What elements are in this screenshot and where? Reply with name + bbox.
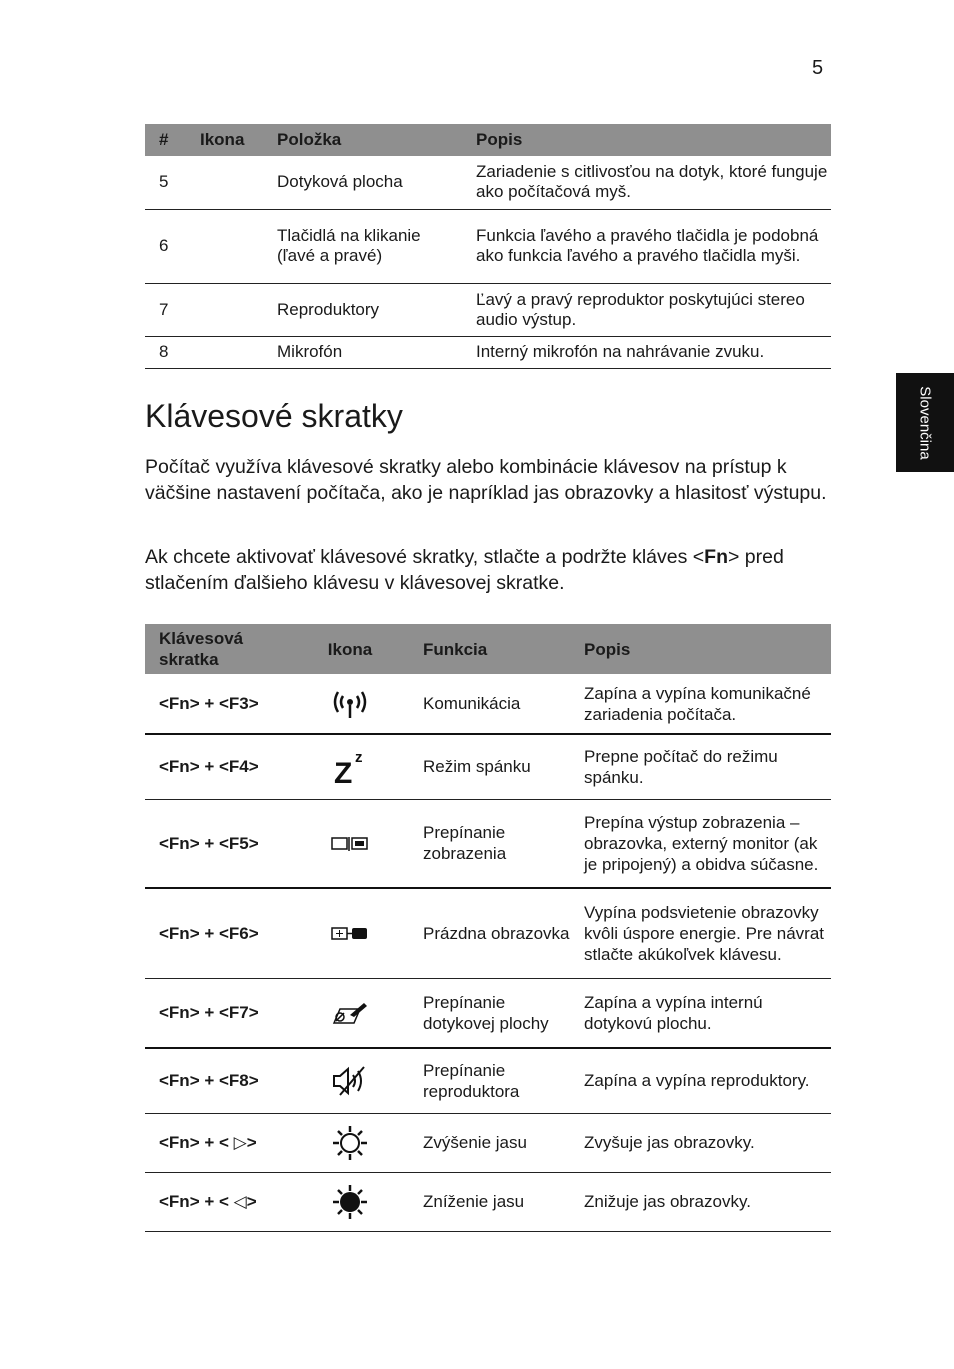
- hotkey-table: [145, 624, 831, 1232]
- table-row: [145, 1048, 831, 1113]
- page-number: 5: [812, 57, 824, 79]
- hotkey-function: Prázdna obrazovka: [409, 888, 570, 978]
- table-row: [145, 888, 831, 978]
- hotkey-combo: <Fn> + <F5>: [145, 799, 291, 888]
- row-description: Interný mikrofón na nahrávanie zvuku.: [462, 336, 831, 368]
- hotkey-description: Zapína a vypína reproduktory.: [570, 1048, 831, 1113]
- speaker-toggle-icon: [330, 1065, 370, 1097]
- hotkey-icon-cell: [291, 978, 409, 1048]
- hotkey-description: Zapína a vypína komunikačné zariadenia počítača.: [570, 674, 831, 734]
- hotkey-combo: <Fn> + <F3>: [145, 674, 291, 734]
- wireless-icon: [330, 688, 370, 720]
- hotkey-combo: <Fn> + <F4>: [145, 734, 291, 799]
- brightness-up-icon: [330, 1123, 370, 1163]
- hotkey-function: Prepínanie reproduktora: [409, 1048, 570, 1113]
- row-icon-cell: [186, 283, 263, 336]
- hotkey-description: Znižuje jas obrazovky.: [570, 1172, 831, 1231]
- column-header: #: [145, 124, 186, 156]
- fn-key-label: Fn: [704, 546, 728, 568]
- section-title: Klávesové skratky: [145, 398, 403, 434]
- column-header: Popis: [462, 124, 831, 156]
- hotkey-description: Zapína a vypína internú dotykovú plochu.: [570, 978, 831, 1048]
- column-header: Popis: [570, 624, 831, 674]
- row-number: 7: [145, 283, 186, 336]
- row-description: Zariadenie s citlivosťou na dotyk, ktoré funguje ako počítačová myš.: [462, 156, 831, 209]
- table-header-row: [145, 124, 831, 156]
- row-number: 8: [145, 336, 186, 368]
- hotkey-icon-cell: [291, 1113, 409, 1172]
- table-row: [145, 674, 831, 734]
- hotkey-function: Komunikácia: [409, 674, 570, 734]
- language-side-tab: [896, 373, 954, 472]
- row-item: Tlačidlá na klikanie (ľavé a pravé): [263, 209, 462, 283]
- table-row: [145, 1113, 831, 1172]
- hotkey-combo: <Fn> + < ◁>: [145, 1172, 291, 1231]
- hotkey-function: Režim spánku: [409, 734, 570, 799]
- column-header: Ikona: [186, 124, 263, 156]
- row-item: Dotyková plocha: [263, 156, 462, 209]
- hotkey-icon-cell: [291, 674, 409, 734]
- table-row: [145, 799, 831, 888]
- table-row: [145, 156, 831, 209]
- hotkey-description: Prepína výstup zobrazenia – obrazovka, externý monitor (ak je pripojený) a obidva súčasne.: [570, 799, 831, 888]
- row-item: Mikrofón: [263, 336, 462, 368]
- hotkey-function: Prepínanie dotykovej plochy: [409, 978, 570, 1048]
- hotkey-icon-cell: [291, 1172, 409, 1231]
- hotkey-description: Zvyšuje jas obrazovky.: [570, 1113, 831, 1172]
- instruction-text-start: Ak chcete aktivovať klávesové skratky, stlačte a podržte kláves <: [145, 546, 705, 568]
- hotkey-icon-cell: [291, 1048, 409, 1113]
- hotkey-icon-cell: [291, 799, 409, 888]
- svg-text:z: z: [355, 748, 363, 766]
- hotkey-combo: <Fn> + <F6>: [145, 888, 291, 978]
- instruction-text-end: > pred stlačením ďalšieho klávesu v klávesovej skratke.: [145, 546, 784, 594]
- row-description: Ľavý a pravý reproduktor poskytujúci stereo audio výstup.: [462, 283, 831, 336]
- parts-table: [145, 124, 831, 369]
- row-number: 6: [145, 209, 186, 283]
- hotkey-icon-cell: [291, 888, 409, 978]
- touchpad-toggle-icon: [330, 1001, 370, 1025]
- svg-text:Z: Z: [334, 756, 353, 787]
- hotkey-combo: <Fn> + <F7>: [145, 978, 291, 1048]
- row-number: 5: [145, 156, 186, 209]
- hotkey-icon-cell: [291, 734, 409, 799]
- intro-paragraph: Počítač využíva klávesové skratky alebo kombinácie klávesov na prístup k väčšine nastavení počítača, ako je napríklad jas obrazovky a hlasitosť výstupu.: [145, 456, 827, 504]
- hotkey-combo: <Fn> + < ▷>: [145, 1113, 291, 1172]
- table-row: [145, 978, 831, 1048]
- row-icon-cell: [186, 156, 263, 209]
- table-row: [145, 209, 831, 283]
- table-row: [145, 734, 831, 799]
- row-icon-cell: [186, 209, 263, 283]
- row-item: Reproduktory: [263, 283, 462, 336]
- row-icon-cell: [186, 336, 263, 368]
- language-label: Slovenčina: [916, 385, 934, 460]
- table-row: [145, 1172, 831, 1231]
- table-row: [145, 336, 831, 368]
- hotkey-description: Vypína podsvietenie obrazovky kvôli úspore energie. Pre návrat stlačte akúkoľvek klávesu.: [570, 888, 831, 978]
- hotkey-combo: <Fn> + <F8>: [145, 1048, 291, 1113]
- column-header: Položka: [263, 124, 462, 156]
- table-row: [145, 283, 831, 336]
- hotkey-function: Prepínanie zobrazenia: [409, 799, 570, 888]
- sleep-icon: [330, 747, 370, 787]
- instruction-paragraph: [145, 544, 835, 596]
- display-toggle-icon: [330, 834, 370, 854]
- hotkey-description: Prepne počítač do režimu spánku.: [570, 734, 831, 799]
- display-off-icon: [330, 924, 370, 944]
- column-header: Klávesová skratka: [145, 624, 291, 674]
- brightness-down-icon: [330, 1182, 370, 1222]
- hotkey-function: Zvýšenie jasu: [409, 1113, 570, 1172]
- column-header: Ikona: [291, 624, 409, 674]
- table-header-row: [145, 624, 831, 674]
- column-header: Funkcia: [409, 624, 570, 674]
- row-description: Funkcia ľavého a pravého tlačidla je podobná ako funkcia ľavého a pravého tlačidla myši.: [462, 209, 831, 283]
- hotkey-function: Zníženie jasu: [409, 1172, 570, 1231]
